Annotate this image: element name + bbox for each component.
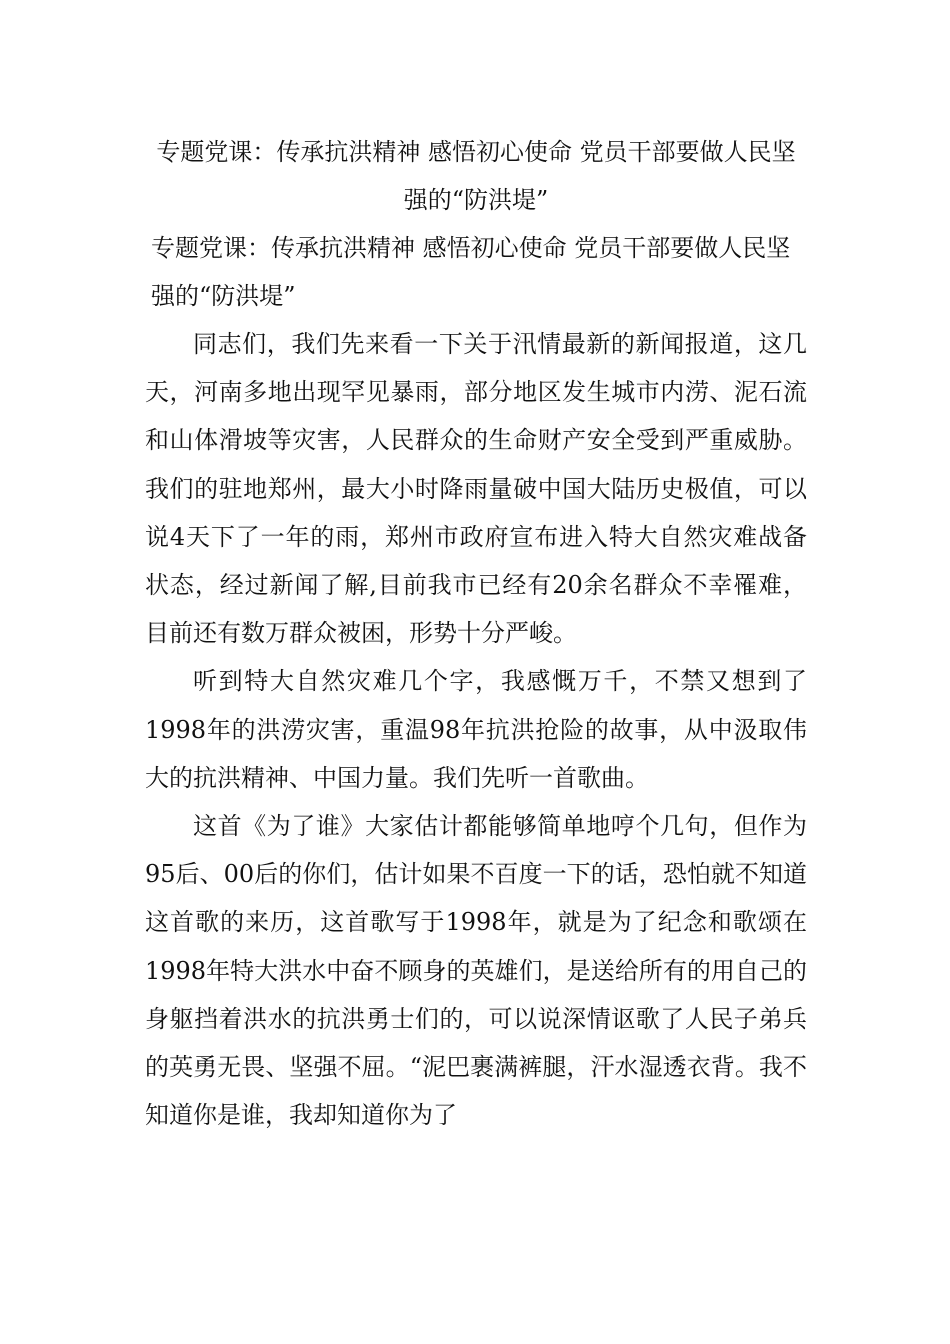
- paragraph-1: 同志们，我们先来看一下关于汛情最新的新闻报道，这几天，河南多地出现罕见暴雨，部分地区发生城市内涝、泥石流和山体滑坡等灾害，人民群众的生命财产安全受到严重威胁。我们的驻地郑州，最大小时降雨量破中国大陆历史极值，可以说4天下了一年的雨，郑州市政府宣布进入特大自然灾难战备状态，经过新闻了解,目前我市已经有20余名群众不幸罹难，目前还有数万群众被困，形势十分严峻。: [145, 330, 807, 648]
- paragraph-2: 听到特大自然灾难几个字，我感慨万千，不禁又想到了1998年的洪涝灾害，重温98年抗洪抢险的故事，从中汲取伟大的抗洪精神、中国力量。我们先听一首歌曲。: [145, 667, 807, 792]
- paragraph-3: 这首《为了谁》大家估计都能够简单地哼个几句，但作为95后、00后的你们，估计如果不百度一下的话，恐怕就不知道这首歌的来历，这首歌写于1998年，就是为了纪念和歌颂在1998年特大洪水中奋不顾身的英雄们，是送给所有的用自己的身躯挡着洪水的抗洪勇士们的，可以说深情讴歌了人民子弟兵的英勇无畏、坚强不屈。“泥巴裹满裤腿，汗水湿透衣背。我不知道你是谁，我却知道你为了: [145, 812, 807, 1130]
- document-page: [145, 128, 807, 1139]
- document-title: 专题党课：传承抗洪精神 感悟初心使命 党员干部要做人民坚强的“防洪堤”: [156, 138, 796, 214]
- document-subtitle: 专题党课：传承抗洪精神 感悟初心使命 党员干部要做人民坚强的“防洪堤”: [151, 234, 791, 310]
